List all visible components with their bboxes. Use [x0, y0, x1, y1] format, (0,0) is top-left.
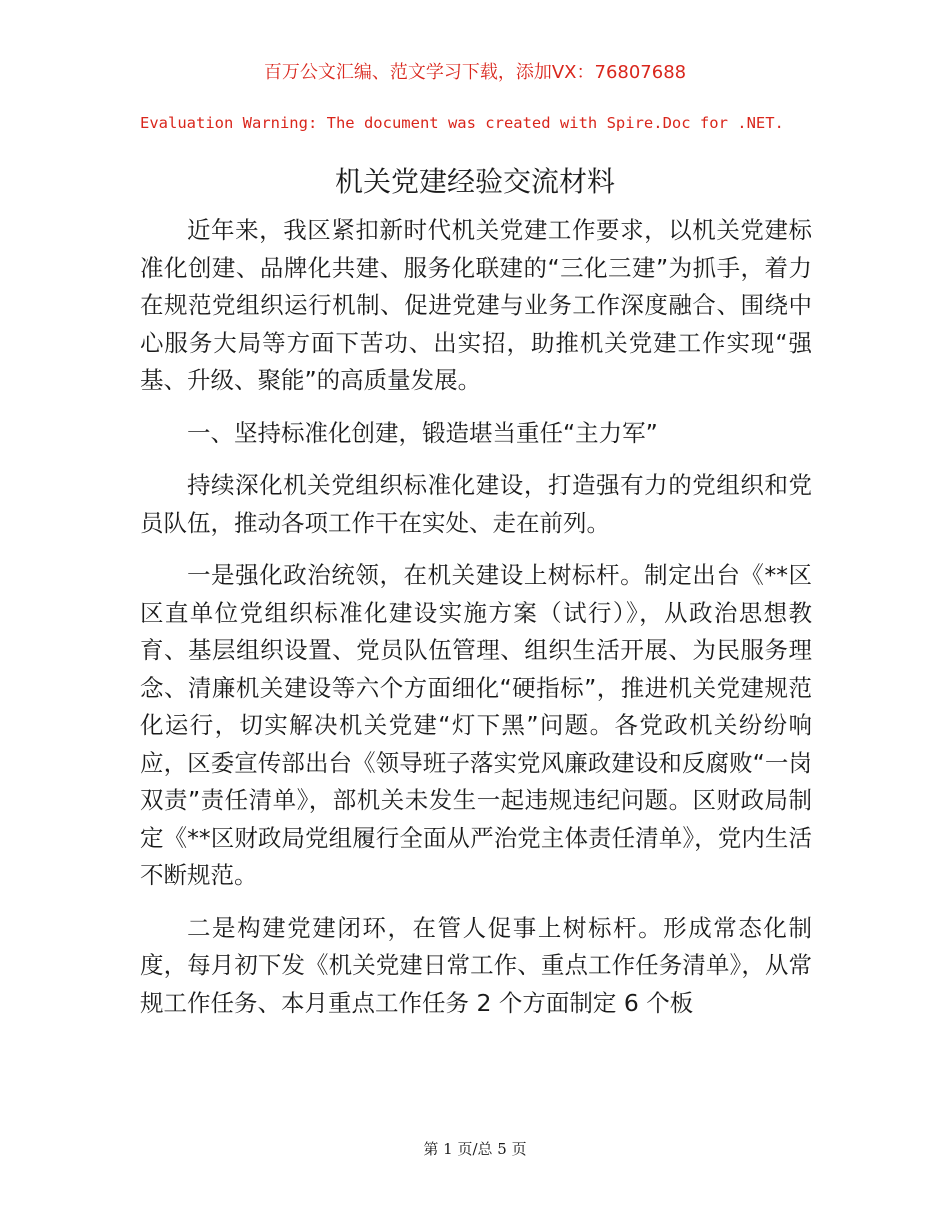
paragraph-section-1-intro: 持续深化机关党组织标准化建设，打造强有力的党组织和党员队伍，推动各项工作干在实处、走在前列。 [140, 471, 812, 537]
paragraph-point-2: 二是构建党建闭环，在管人促事上树标杆。形成常态化制度，每月初下发《机关党建日常工作、重点工作任务清单》，从常规工作任务、本月重点工作任务 2 个方面制定 6 个板 [140, 913, 812, 1017]
page-indicator: 第 1 页/总 5 页 [423, 1140, 527, 1158]
header-ad-text: 百万公文汇编、范文学习下载，添加VX：76807688 [263, 62, 687, 83]
paragraph-point-1: 一是强化政治统领，在机关建设上树标杆。制定出台《**区区直单位党组织标准化建设实施方案（试行）》，从政治思想教育、基层组织设置、党员队伍管理、组织生活开展、为民服务理念、清廉机关建设等六个方面细化“硬指标”，推进机关党建规范化运行，切实解决机关党建“灯下黑”问题。各党政机关纷纷响应，区委宣传部出台《领导班子落实党风廉政建设和反腐败“一岗双责”责任清单》，部机关未发生一起违规违纪问题。区财政局制定《**区财政局党组履行全面从严治党主体责任清单》，党内生活不断规范。 [140, 561, 812, 889]
document-body [140, 212, 812, 1022]
paragraph-intro: 近年来，我区紧扣新时代机关党建工作要求，以机关党建标准化创建、品牌化共建、服务化联建的“三化三建”为抓手，着力在规范党组织运行机制、促进党建与业务工作深度融合、围绕中心服务大局等方面下苦功、出实招，助推机关党建工作实现“强基、升级、聚能”的高质量发展。 [140, 216, 812, 394]
section-heading-1: 一、坚持标准化创建，锻造堪当重任“主力军” [187, 418, 658, 447]
evaluation-warning: Evaluation Warning: The document was created with Spire.Doc for .NET. [140, 114, 784, 132]
document-title: 机关党建经验交流材料 [334, 165, 615, 198]
